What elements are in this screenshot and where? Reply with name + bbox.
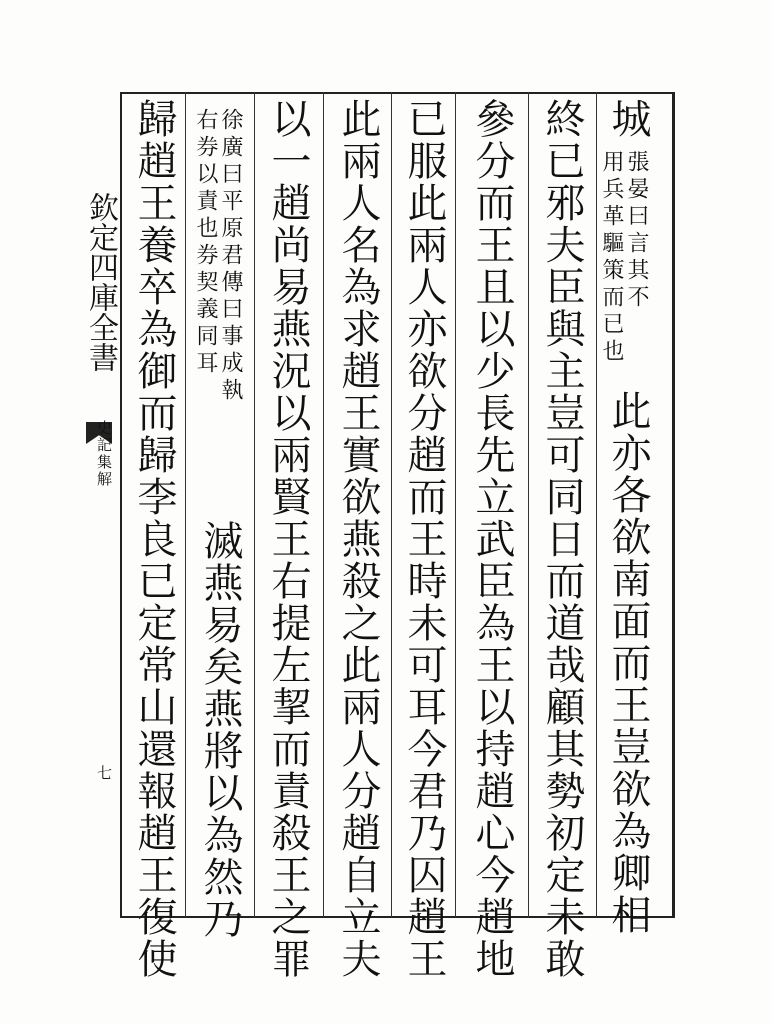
text-segment: 此亦各欲南面而王豈欲為卿相	[605, 390, 651, 936]
page-number: 七	[95, 765, 113, 780]
text-column-8: 歸趙王養卒為御而歸李良已定常山還報趙王復使	[131, 98, 177, 980]
annotation-block	[192, 108, 242, 405]
annotation-line: 右券以責也券契義同耳	[193, 108, 218, 378]
annotation-line: 張晏曰言其不	[624, 150, 649, 312]
book-title: 欽定四庫全書	[83, 192, 118, 372]
column-rule	[528, 92, 529, 918]
annotation-line: 用兵革驅策而已也	[599, 150, 624, 366]
page-margin	[78, 92, 120, 918]
column-rule	[455, 92, 456, 918]
annotation-line: 徐廣曰平原君傳曰事成執	[218, 108, 243, 405]
column-rule	[323, 92, 324, 918]
text-column-4: 已服此兩人亦欲分趙而王時未可耳今君乃囚趙王	[401, 98, 447, 980]
text-column-5: 此兩人名為求趙王實欲燕殺之此兩人分趙自立夫	[335, 98, 381, 980]
annotation-block	[598, 150, 648, 366]
column-rule	[596, 92, 597, 918]
column-rule	[254, 92, 255, 918]
column-rule	[391, 92, 392, 918]
text-segment: 城	[605, 98, 651, 140]
text-column-2: 終已邪夫臣與主豈可同日而道哉顧其勢初定未敢	[539, 98, 585, 980]
text-segment: 滅燕易矣燕將以為然乃	[197, 520, 243, 940]
column-rule	[185, 92, 186, 918]
text-column-6: 以一趙尚易燕況以兩賢王右提左挈而責殺王之罪	[265, 98, 311, 980]
top-border	[120, 92, 673, 94]
book-subtitle: 史記集解	[95, 420, 113, 488]
text-column-3: 參分而王且以少長先立武臣為王以持趙心今趙地	[469, 98, 515, 980]
